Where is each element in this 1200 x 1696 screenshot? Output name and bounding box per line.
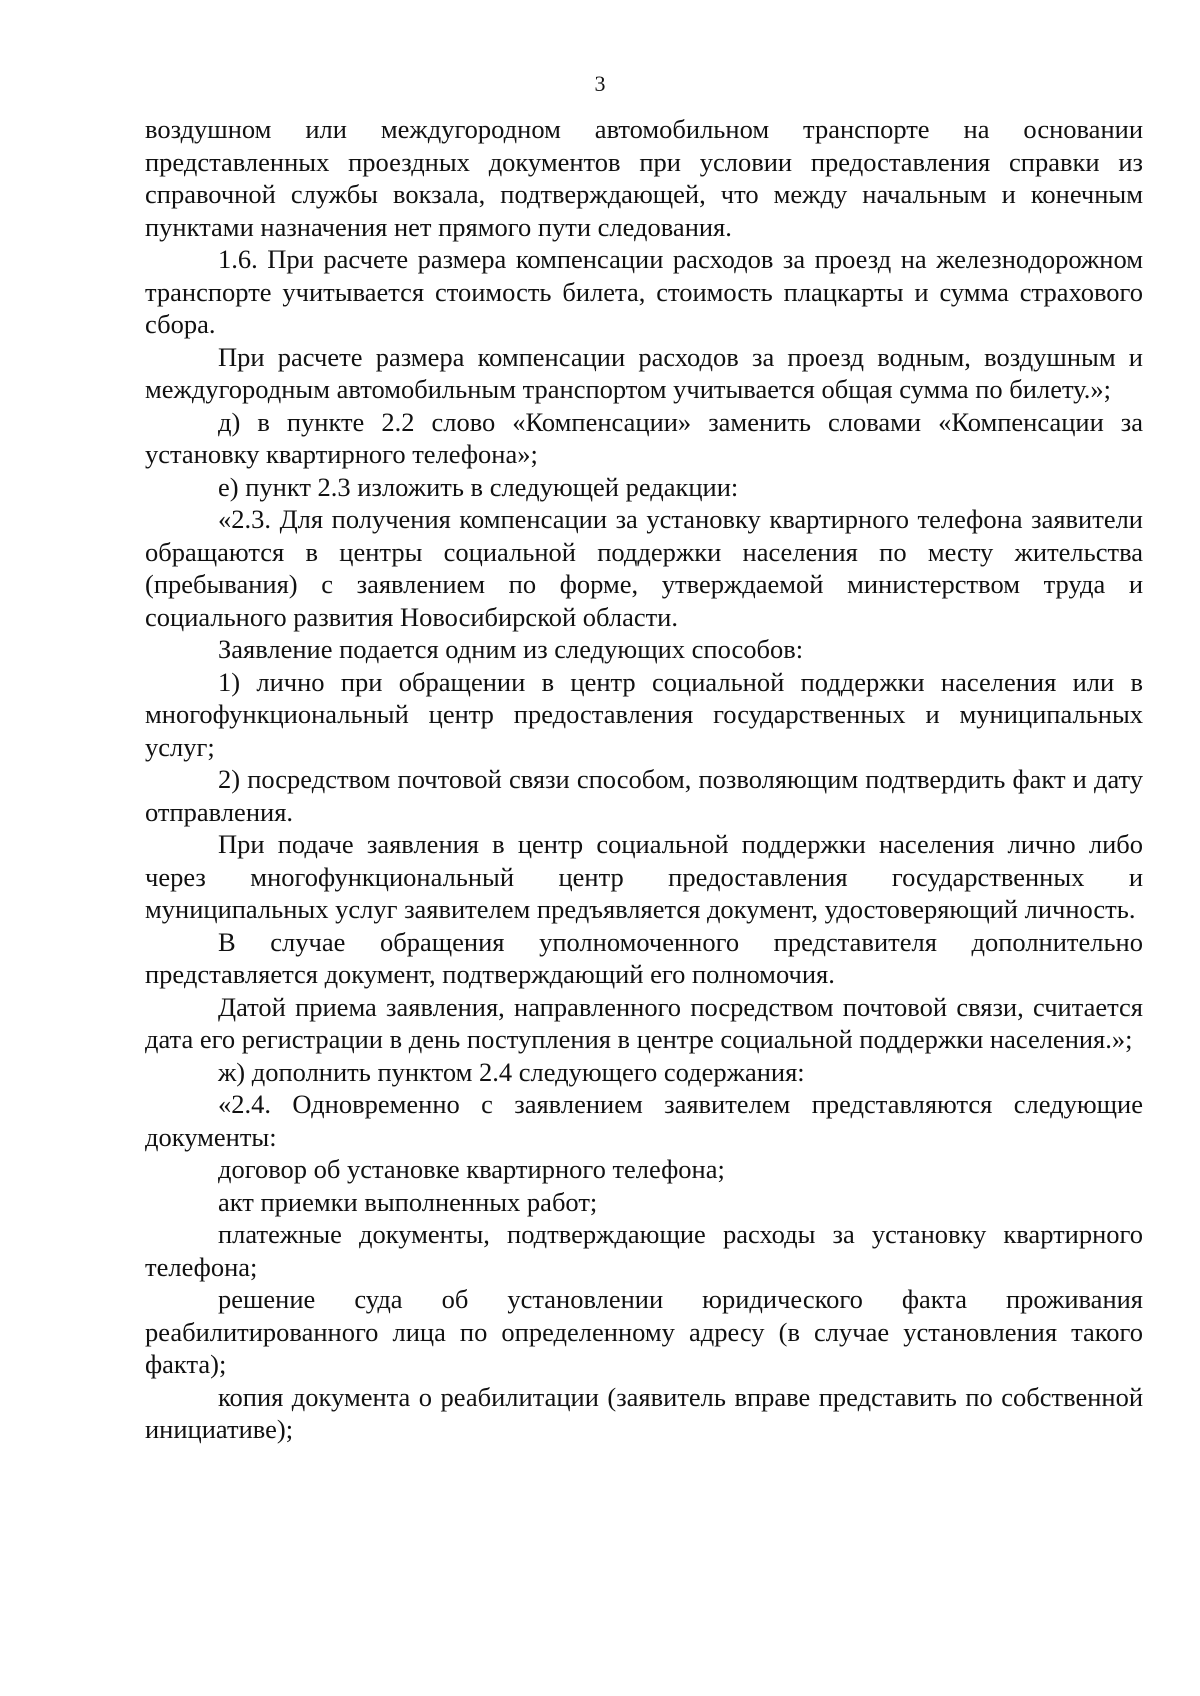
paragraph: 1.6. При расчете размера компенсации расходов за проезд на железнодорожном транспорте учитывается стоимость билета, стоимость плацкарты и сумма страхового сбора. bbox=[145, 244, 1143, 339]
paragraph: платежные документы, подтверждающие расходы за установку квартирного телефона; bbox=[145, 1219, 1143, 1282]
paragraph: Заявление подается одним из следующих способов: bbox=[218, 634, 804, 664]
paragraph: В случае обращения уполномоченного представителя дополнительно представляется документ, подтверждающий его полномочия. bbox=[145, 926, 1143, 989]
paragraph: д) в пункте 2.2 слово «Компенсации» заменить словами «Компенсации за установку квартирного телефона»; bbox=[145, 406, 1143, 469]
page-number: 3 bbox=[594, 71, 606, 96]
paragraph: 2) посредством почтовой связи способом, позволяющим подтвердить факт и дату отправления. bbox=[145, 764, 1143, 827]
paragraph: е) пункт 2.3 изложить в следующей редакции: bbox=[218, 471, 739, 502]
paragraph: «2.4. Одновременно с заявлением заявителем представляются следующие документы: bbox=[145, 1089, 1143, 1152]
paragraph: При расчете размера компенсации расходов за проезд водным, воздушным и междугородным автомобильным транспортом учитывается общая сумма по билету.»; bbox=[145, 341, 1143, 404]
paragraph: 1) лично при обращении в центр социальной поддержки населения или в многофункциональный центр предоставления государственных и муниципальных услуг; bbox=[145, 666, 1143, 762]
paragraph: договор об установке квартирного телефона; bbox=[218, 1154, 725, 1184]
paragraph: При подаче заявления в центр социальной поддержки населения лично либо через многофункциональный центр предоставления государственных и муниципальных услуг заявителем предъявляется документ, удостоверяющий личность. bbox=[145, 829, 1143, 924]
paragraph: «2.3. Для получения компенсации за установку квартирного телефона заявители обращаются в центры социальной поддержки населения по месту жительства (пребывания) с заявлением по форме, утверждаемой министерством труда и социального развития Новосибирской области. bbox=[145, 504, 1143, 632]
paragraph: акт приемки выполненных работ; bbox=[218, 1186, 598, 1217]
paragraph: воздушном или междугородном автомобильном транспорте на основании представленных проездных документов при условии предоставления справки из справочной службы вокзала, подтверждающей, что между начальным и конечным пунктами назначения нет прямого пути следования. bbox=[145, 114, 1143, 242]
paragraph: Датой приема заявления, направленного посредством почтовой связи, считается дата его регистрации в день поступления в центре социальной поддержки населения.»; bbox=[145, 991, 1143, 1054]
paragraph: решение суда об установлении юридического факта проживания реабилитированного лица по определенному адресу (в случае установления такого факта); bbox=[145, 1284, 1143, 1379]
paragraph: ж) дополнить пунктом 2.4 следующего содержания: bbox=[218, 1056, 805, 1087]
document-body bbox=[145, 113, 1143, 1446]
paragraph: копия документа о реабилитации (заявитель вправе представить по собственной инициативе); bbox=[145, 1381, 1143, 1444]
